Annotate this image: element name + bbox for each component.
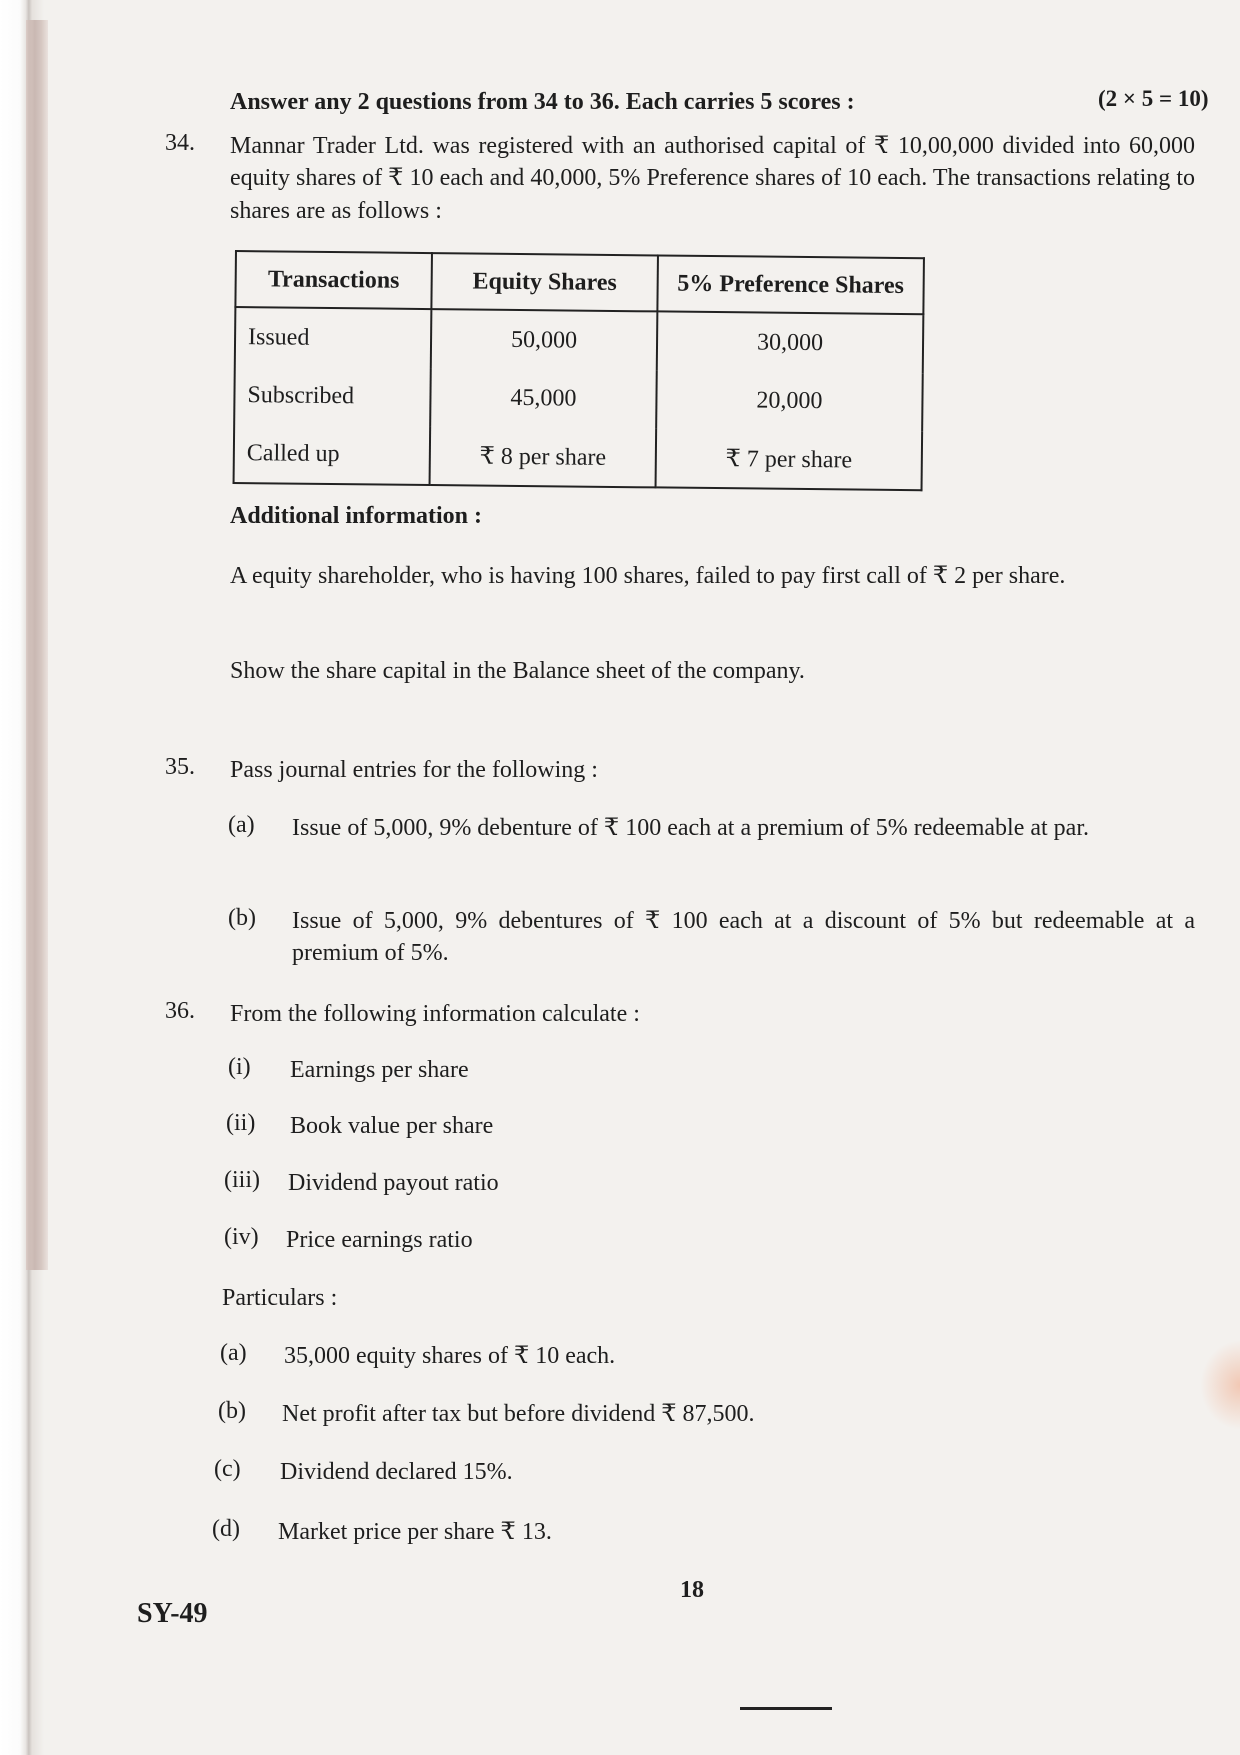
item-text: Earnings per share xyxy=(290,1057,469,1083)
table-cell: ₹ 8 per share xyxy=(430,426,657,487)
page-number: 18 xyxy=(680,1577,704,1603)
table-cell: Called up xyxy=(234,424,431,485)
item-text: Book value per share xyxy=(290,1113,494,1139)
shares-table xyxy=(233,250,925,491)
table-row xyxy=(234,366,923,431)
question-number-36: 36. xyxy=(165,998,195,1024)
table-cell: Issued xyxy=(235,307,432,368)
paper-stain xyxy=(1200,1340,1240,1430)
table-cell: 30,000 xyxy=(657,311,924,373)
item-label: (c) xyxy=(214,1456,241,1482)
question-36-intro: From the following information calculate : xyxy=(230,1001,640,1027)
question-number-35: 35. xyxy=(165,754,195,780)
table-header: 5% Preference Shares xyxy=(657,255,924,314)
table-cell: 50,000 xyxy=(431,309,658,370)
item-label: (a) xyxy=(220,1340,247,1366)
question-34-task: Show the share capital in the Balance sheet of the company. xyxy=(230,658,805,684)
question-number-34: 34. xyxy=(165,130,195,156)
table-header: Transactions xyxy=(235,251,432,309)
item-label: (b) xyxy=(228,905,256,931)
footer-rule xyxy=(740,1707,832,1710)
item-text: Dividend declared 15%. xyxy=(280,1459,513,1485)
table-header-row xyxy=(235,251,924,314)
item-label: (d) xyxy=(212,1516,240,1542)
table-cell: ₹ 7 per share xyxy=(656,428,923,490)
table-row xyxy=(234,424,923,490)
item-text: Net profit after tax but before dividend ₹ 87,500. xyxy=(282,1401,755,1427)
paper-code: SY-49 xyxy=(137,1598,208,1629)
additional-info-text: A equity shareholder, who is having 100 shares, failed to pay first call of ₹ 2 per share. xyxy=(230,563,1066,589)
item-text: 35,000 equity shares of ₹ 10 each. xyxy=(284,1343,616,1369)
table-row xyxy=(235,307,924,373)
item-text: Market price per share ₹ 13. xyxy=(278,1519,552,1545)
question-35-intro: Pass journal entries for the following : xyxy=(230,757,598,783)
item-label: (a) xyxy=(228,812,255,838)
table-cell: Subscribed xyxy=(234,366,431,426)
table-header: Equity Shares xyxy=(431,253,658,311)
item-label: (b) xyxy=(218,1398,246,1424)
particulars-heading: Particulars : xyxy=(222,1285,338,1311)
table-cell: 45,000 xyxy=(430,368,657,428)
item-text: Issue of 5,000, 9% debenture of ₹ 100 each at a premium of 5% redeemable at par. xyxy=(292,815,1089,841)
item-label: (iii) xyxy=(224,1167,260,1193)
item-label: (iv) xyxy=(224,1224,259,1250)
item-text: Dividend payout ratio xyxy=(288,1170,499,1196)
table-cell: 20,000 xyxy=(656,370,923,431)
question-34-intro: Mannar Trader Ltd. was registered with an authorised capital of ₹ 10,00,000 divided into 60,000 equity shares of ₹ 10 each and 40,000, 5% Preference shares of 10 each. The transactions relating to shares are as follows : xyxy=(230,133,1195,224)
item-label: (ii) xyxy=(226,1110,256,1136)
additional-info-heading: Additional information : xyxy=(230,503,483,529)
item-text: Issue of 5,000, 9% debentures of ₹ 100 each at a discount of 5% but redeemable at a premium of 5%. xyxy=(292,908,1195,967)
item-text: Price earnings ratio xyxy=(286,1227,473,1253)
item-label: (i) xyxy=(228,1054,251,1080)
section-marks: (2 × 5 = 10) xyxy=(1098,86,1209,111)
section-instruction: Answer any 2 questions from 34 to 36. Each carries 5 scores : xyxy=(230,89,855,115)
binding-shadow xyxy=(26,20,48,1270)
